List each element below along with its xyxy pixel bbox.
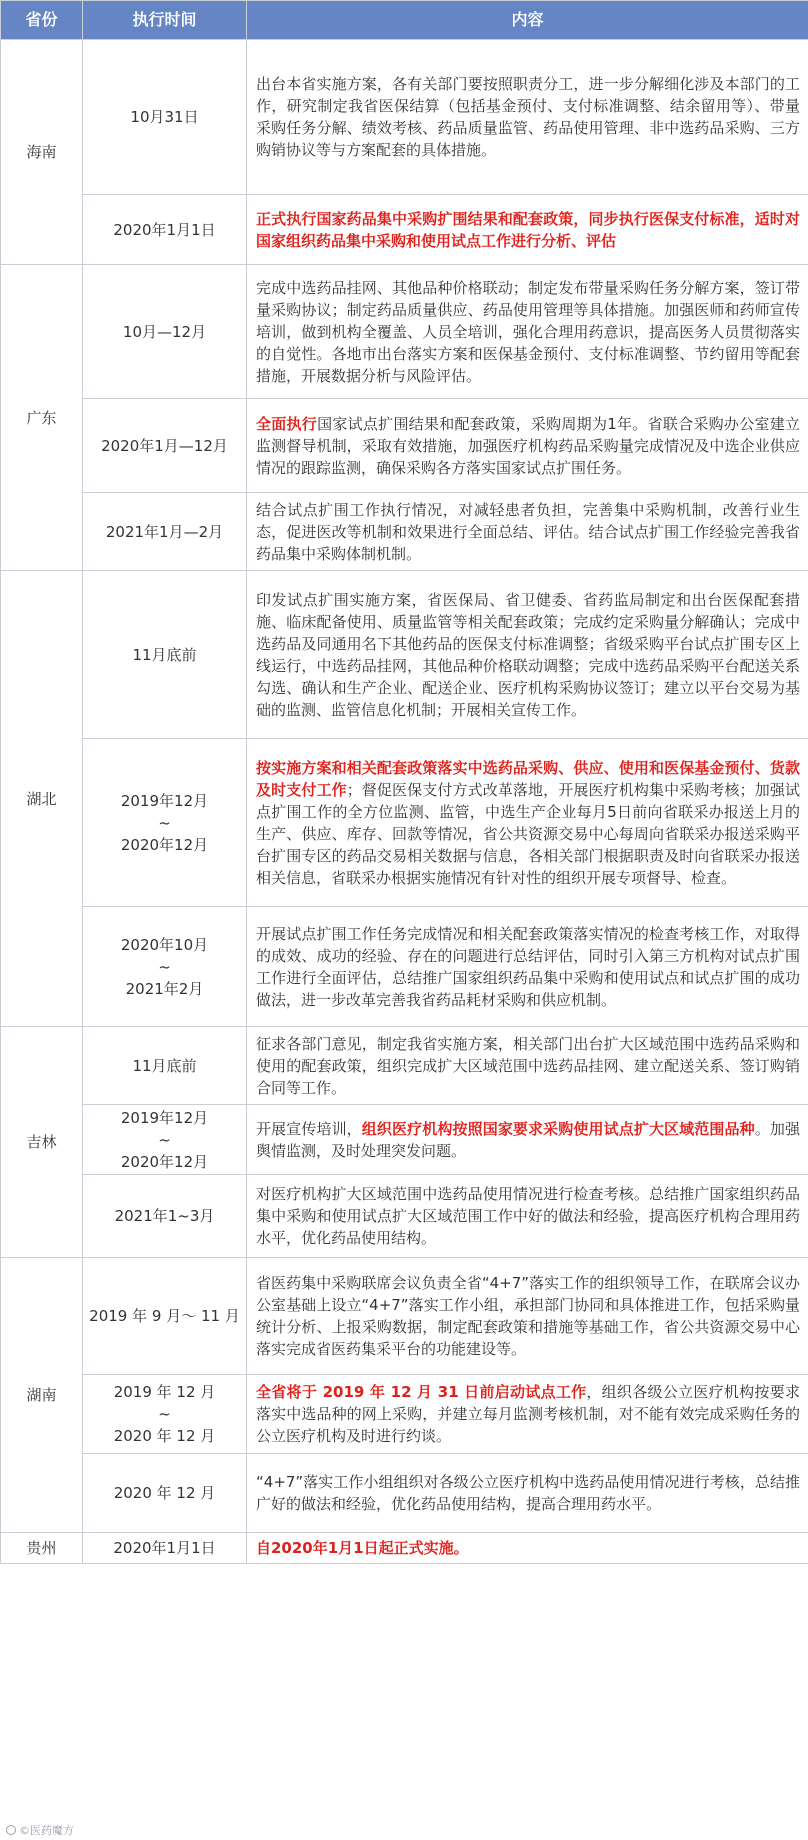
time-cell: 2021年1~3月 xyxy=(83,1175,247,1258)
table-row xyxy=(1,1105,808,1175)
table-row xyxy=(1,1454,808,1533)
content-text: ；督促医保支付方式改革落地，开展医疗机构集中采购考核；加强试点扩围工作的全方位监测、监管，中选生产企业每月5日前向省联采办报送上月的生产、供应、库存、回款等情况，省公共资源交易中心每周向省联采办报送采购平台扩围专区的药品交易相关数据与信息，各相关部门根据职责及时向省联采办报送相关信息，省联采办根据实施情况有针对性的组织开展专项督导、检查。 xyxy=(256,780,800,887)
time-cell: 2020年1月1日 xyxy=(83,1533,247,1564)
table-row xyxy=(1,571,808,739)
time-line: ~ xyxy=(158,1130,171,1149)
header-content: 内容 xyxy=(247,1,808,40)
time-cell: 2019 年 9 月～ 11 月 xyxy=(83,1258,247,1375)
content-cell xyxy=(247,739,808,907)
time-cell xyxy=(83,739,247,907)
watermark-text: ©医药魔方 xyxy=(19,1824,74,1837)
content-text: 结合试点扩围工作执行情况，对减轻患者负担，完善集中采购机制，改善行业生态，促进医改等机制和效果进行全面总结、评估。结合试点扩围工作经验完善我省药品集中采购体制机制。 xyxy=(256,500,800,563)
table-row xyxy=(1,493,808,571)
content-text: 印发试点扩围实施方案，省医保局、省卫健委、省药监局制定和出台医保配套措施、临床配备使用、质量监管等相关配套政策；完成约定采购量分解确认；完成中选药品及同通用名下其他药品的医保支付标准调整；省级采购平台试点扩围专区上线运行，中选药品挂网，其他品种价格联动调整；完成中选药品采购平台配送关系勾选、确认和生产企业、配送企业、医疗机构采购协议签订；建立以平台交易为基础的监测、监管信息化机制；开展相关宣传工作。 xyxy=(256,590,800,719)
table-row xyxy=(1,1027,808,1105)
province-cell: 湖北 xyxy=(1,571,83,1027)
time-line: 2019年12月 xyxy=(120,791,209,810)
content-text: 开展试点扩围工作任务完成情况和相关配套政策落实情况的检查考核工作，对取得的成效、成功的经验、存在的问题进行总结评估，同时引入第三方机构对试点扩围工作进行全面评估，总结推广国家组织药品集中采购和使用试点和试点扩围的成功做法，进一步改革完善我省药品耗材采购和供应机制。 xyxy=(256,924,800,1009)
content-text: 。加强舆情监测，及时处理突发问题。 xyxy=(256,1119,800,1160)
content-cell xyxy=(247,907,808,1027)
content-cell xyxy=(247,1105,808,1175)
content-cell xyxy=(247,399,808,493)
highlight-text: 全面执行 xyxy=(256,414,318,433)
time-cell: 10月—12月 xyxy=(83,265,247,399)
time-cell: 11月底前 xyxy=(83,571,247,739)
table-header-row xyxy=(1,1,808,40)
table-body xyxy=(1,40,808,1564)
content-text: 完成中选药品挂网、其他品种价格联动；制定发布带量采购任务分解方案，签订带量采购协议；制定药品质量供应、药品使用管理等具体措施。加强医师和药师宣传培训，做到机构全覆盖、人员全培训，强化合理用药意识，提高医务人员贯彻落实的自觉性。各地市出台落实方案和医保基金预付、支付标准调整、节约留用等配套措施，开展数据分析与风险评估。 xyxy=(256,278,800,385)
content-cell xyxy=(247,1027,808,1105)
header-province: 省份 xyxy=(1,1,83,40)
content-cell xyxy=(247,493,808,571)
province-cell: 贵州 xyxy=(1,1533,83,1564)
province-cell: 海南 xyxy=(1,40,83,265)
time-line: 2019年12月 xyxy=(120,1108,209,1127)
time-cell: 2021年1月—2月 xyxy=(83,493,247,571)
time-line: 2020年12月 xyxy=(120,835,209,854)
table-row xyxy=(1,739,808,907)
highlight-text: 正式执行国家药品集中采购扩围结果和配套政策，同步执行医保支付标准，适时对国家组织药品集中采购和使用试点工作进行分析、评估 xyxy=(256,209,800,250)
content-text: “4+7”落实工作小组组织对各级公立医疗机构中选药品使用情况进行考核，总结推广好的做法和经验，优化药品使用结构，提高合理用药水平。 xyxy=(256,1473,800,1513)
content-text: 征求各部门意见，制定我省实施方案，相关部门出台扩大区域范围中选药品采购和使用的配套政策，组织完成扩大区域范围中选药品挂网、建立配送关系、签订购销合同等工作。 xyxy=(256,1034,800,1097)
content-text: 国家试点扩围结果和配套政策，采购周期为1年。省联合采购办公室建立监测督导机制，采取有效措施，加强医疗机构药品采购量完成情况及中选企业供应情况的跟踪监测，确保采购各方落实国家试点扩围任务。 xyxy=(256,414,800,477)
province-cell: 吉林 xyxy=(1,1027,83,1258)
time-line: ~ xyxy=(158,813,171,832)
highlight-text: 全省将于 2019 年 12 月 31 日前启动试点工作 xyxy=(256,1383,587,1401)
time-cell: 11月底前 xyxy=(83,1027,247,1105)
time-cell xyxy=(83,907,247,1027)
content-text: 对医疗机构扩大区域范围中选药品使用情况进行检查考核。总结推广国家组织药品集中采购和使用试点扩大区域范围工作中好的做法和经验，提高医疗机构合理用药水平，优化药品使用结构。 xyxy=(256,1185,800,1247)
table-row xyxy=(1,1533,808,1564)
content-cell xyxy=(247,1258,808,1375)
time-cell: 2020年1月—12月 xyxy=(83,399,247,493)
content-cell xyxy=(247,1375,808,1454)
time-cell: 2020年1月1日 xyxy=(83,195,247,265)
table-row xyxy=(1,399,808,493)
time-line: 2020年10月 xyxy=(120,935,209,954)
content-cell xyxy=(247,40,808,195)
content-cell xyxy=(247,265,808,399)
table-row xyxy=(1,40,808,195)
table-row xyxy=(1,265,808,399)
province-cell: 湖南 xyxy=(1,1258,83,1533)
content-text: 省医药集中采购联席会议负责全省“4+7”落实工作的组织领导工作，在联席会议办公室基础上设立“4+7”落实工作小组，承担部门协同和具体推进工作，包括采购量统计分析、上报采购数据，制定配套政策和措施等基础工作，省公共资源交易中心落实完成省医药集采平台的功能建设等。 xyxy=(256,1274,800,1358)
table-row xyxy=(1,907,808,1027)
table-row xyxy=(1,1175,808,1258)
content-cell xyxy=(247,571,808,739)
content-text: ，组织各级公立医疗机构按要求落实中选品种的网上采购，并建立每月监测考核机制，对不能有效完成采购任务的公立医疗机构及时进行约谈。 xyxy=(256,1383,800,1445)
header-time: 执行时间 xyxy=(83,1,247,40)
time-cell: 2020 年 12 月 xyxy=(83,1454,247,1533)
watermark xyxy=(6,1822,74,1838)
highlight-text: 按实施方案和相关配套政策落实中选药品采购、供应、使用和医保基金预付、货款及时支付工作 xyxy=(256,758,800,799)
content-cell xyxy=(247,195,808,265)
time-line: ~ xyxy=(158,957,171,976)
province-cell: 广东 xyxy=(1,265,83,571)
watermark-logo-icon xyxy=(6,1825,16,1835)
content-cell xyxy=(247,1533,808,1564)
time-cell: 10月31日 xyxy=(83,40,247,195)
highlight-text: 组织医疗机构按照国家要求采购使用试点扩大区域范围品种 xyxy=(361,1119,755,1138)
table-row xyxy=(1,1258,808,1375)
highlight-text: 自2020年1月1日起正式实施。 xyxy=(256,1539,469,1557)
content-cell xyxy=(247,1175,808,1258)
time-cell xyxy=(83,1375,247,1454)
time-line: 2020 年 12 月 xyxy=(113,1427,216,1445)
table-row xyxy=(1,195,808,265)
content-cell xyxy=(247,1454,808,1533)
content-text: 出台本省实施方案，各有关部门要按照职责分工，进一步分解细化涉及本部门的工作，研究制定我省医保结算（包括基金预付、支付标准调整、结余留用等）、带量采购任务分解、绩效考核、药品质量监管、药品使用管理、非中选药品采购、三方购销协议等与方案配套的具体措施。 xyxy=(256,75,800,159)
table-row xyxy=(1,1375,808,1454)
time-line: 2021年2月 xyxy=(125,979,204,998)
time-line: ~ xyxy=(158,1405,171,1423)
time-line: 2020年12月 xyxy=(120,1152,209,1171)
time-line: 2019 年 12 月 xyxy=(113,1383,216,1401)
time-cell xyxy=(83,1105,247,1175)
content-text: 开展宣传培训， xyxy=(256,1119,362,1138)
